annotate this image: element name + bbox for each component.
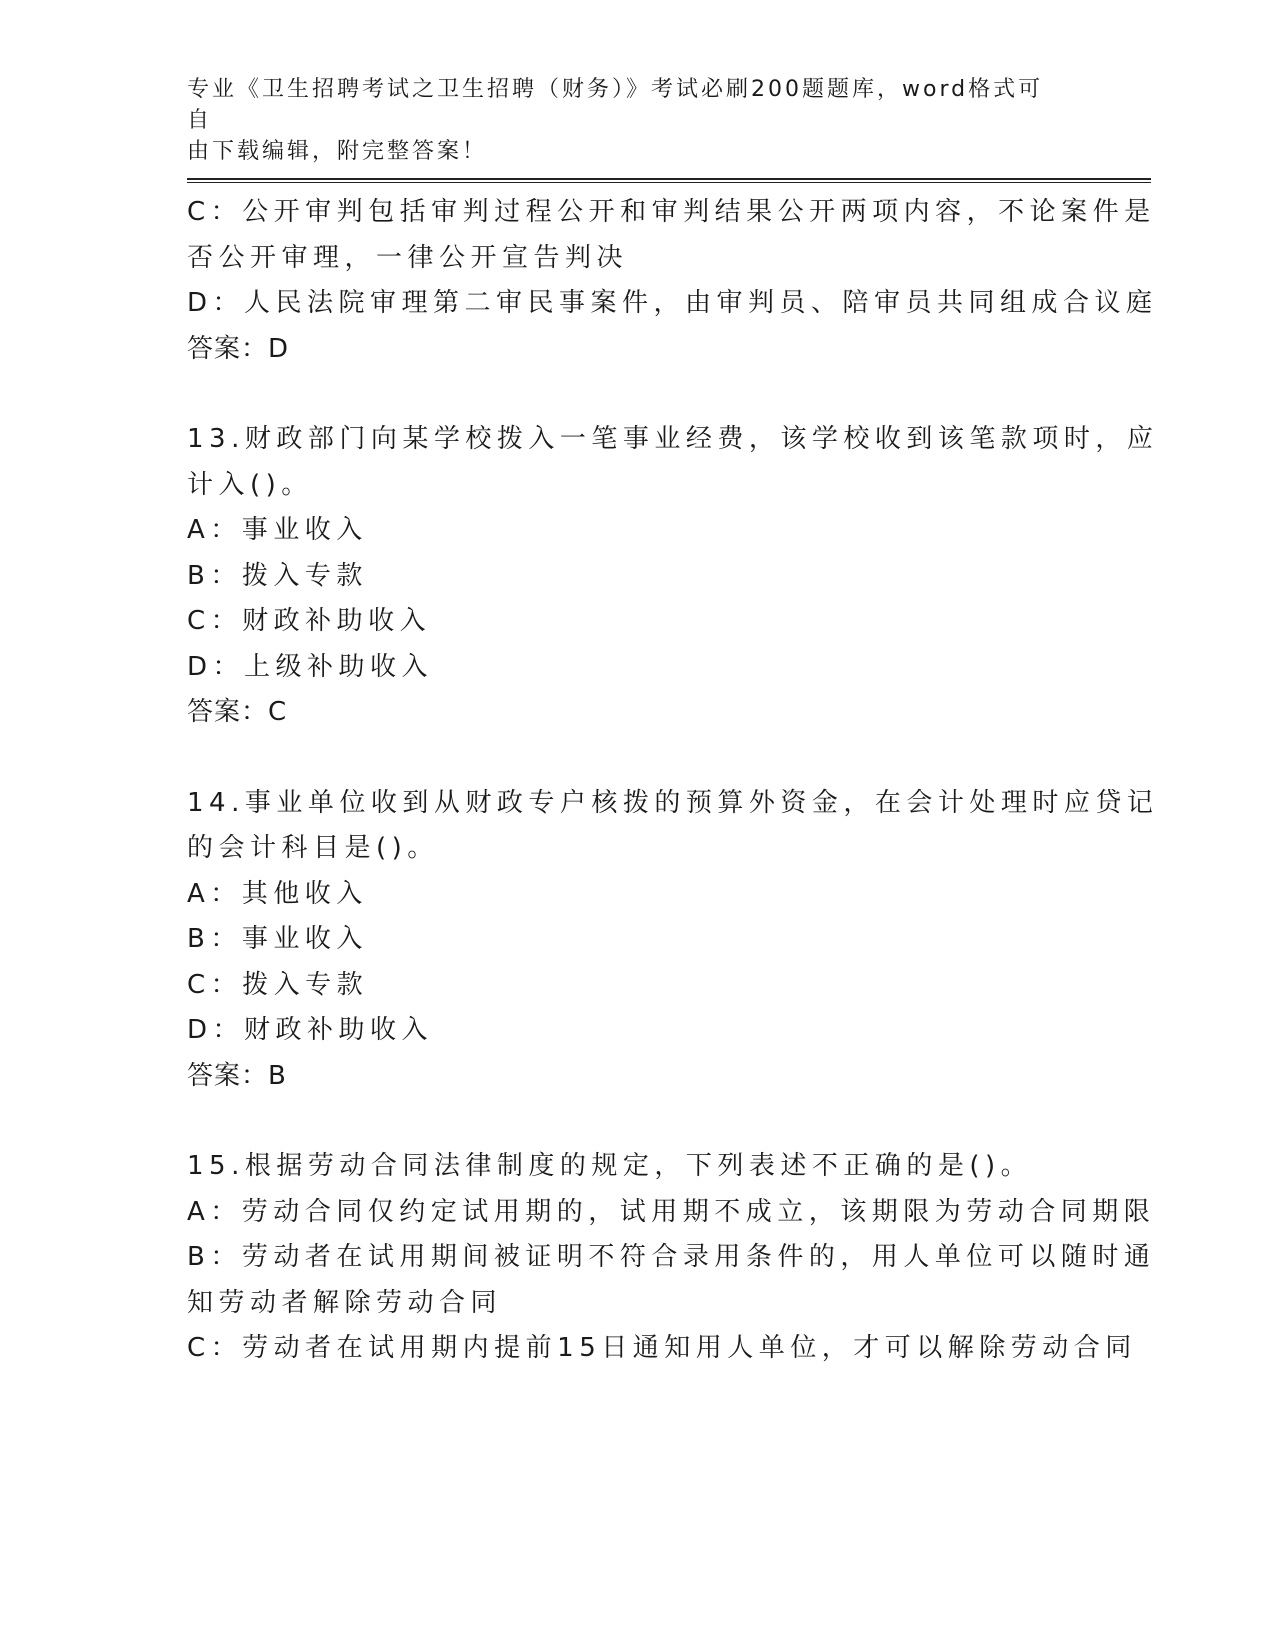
header-divider xyxy=(187,178,1151,183)
question-15 xyxy=(187,1144,1156,1372)
q12-option-c-line-2: 否公开审理，一律公开宣告判决 xyxy=(187,242,629,273)
q13-stem-line-2: 计入()。 xyxy=(187,469,313,500)
question-13 xyxy=(187,417,1159,736)
q14-stem-line-2: 的会计科目是()。 xyxy=(187,833,439,863)
q12-option-d: D：人民法院审理第二审民事案件，由审判员、陪审员共同组成合议庭 xyxy=(187,288,1158,318)
q14-answer: 答案：B xyxy=(187,1060,287,1091)
question-12-tail xyxy=(187,190,1158,372)
q12-option-c-line-1: C：公开审判包括审判过程公开和审判结果公开两项内容，不论案件是 xyxy=(187,197,1156,227)
q14-option-b: B：事业收入 xyxy=(187,924,368,954)
q15-stem: 15.根据劳动合同法律制度的规定，下列表述不正确的是()。 xyxy=(187,1151,1033,1181)
q13-answer: 答案：C xyxy=(187,697,288,727)
q13-option-b: B：拨入专款 xyxy=(187,560,368,591)
q14-option-c: C：拨入专款 xyxy=(187,969,369,1000)
header-title-line-1: 专业《卫生招聘考试之卫生招聘（财务）》考试必刷200题题库，word格式可自 xyxy=(187,77,1044,133)
q13-option-d: D：上级补助收入 xyxy=(187,651,434,682)
q15-option-b-line-2: 知劳动者解除劳动合同 xyxy=(187,1287,503,1318)
q12-answer: 答案：D xyxy=(187,333,290,364)
q15-option-a: A：劳动合同仅约定试用期的，试用期不成立，该期限为劳动合同期限 xyxy=(187,1196,1156,1227)
question-list xyxy=(187,190,1159,1372)
header-title-line-2: 由下载编辑，附完整答案！ xyxy=(187,139,488,164)
q15-option-b-line-1: B：劳动者在试用期间被证明不符合录用条件的，用人单位可以随时通 xyxy=(187,1242,1156,1272)
q13-stem-line-1: 13.财政部门向某学校拨入一笔事业经费，该学校收到该笔款项时，应 xyxy=(187,424,1159,454)
q13-option-c: C：财政补助收入 xyxy=(187,606,432,636)
q14-option-a: A：其他收入 xyxy=(187,878,368,909)
q14-option-d: D：财政补助收入 xyxy=(187,1015,434,1045)
page-header xyxy=(187,74,1067,167)
question-14 xyxy=(187,781,1159,1100)
q15-option-c: C：劳动者在试用期内提前15日通知用人单位，才可以解除劳动合同 xyxy=(187,1333,1137,1363)
q14-stem-line-1: 14.事业单位收到从财政专户核拨的预算外资金，在会计处理时应贷记 xyxy=(187,787,1159,818)
q13-option-a: A：事业收入 xyxy=(187,515,368,545)
